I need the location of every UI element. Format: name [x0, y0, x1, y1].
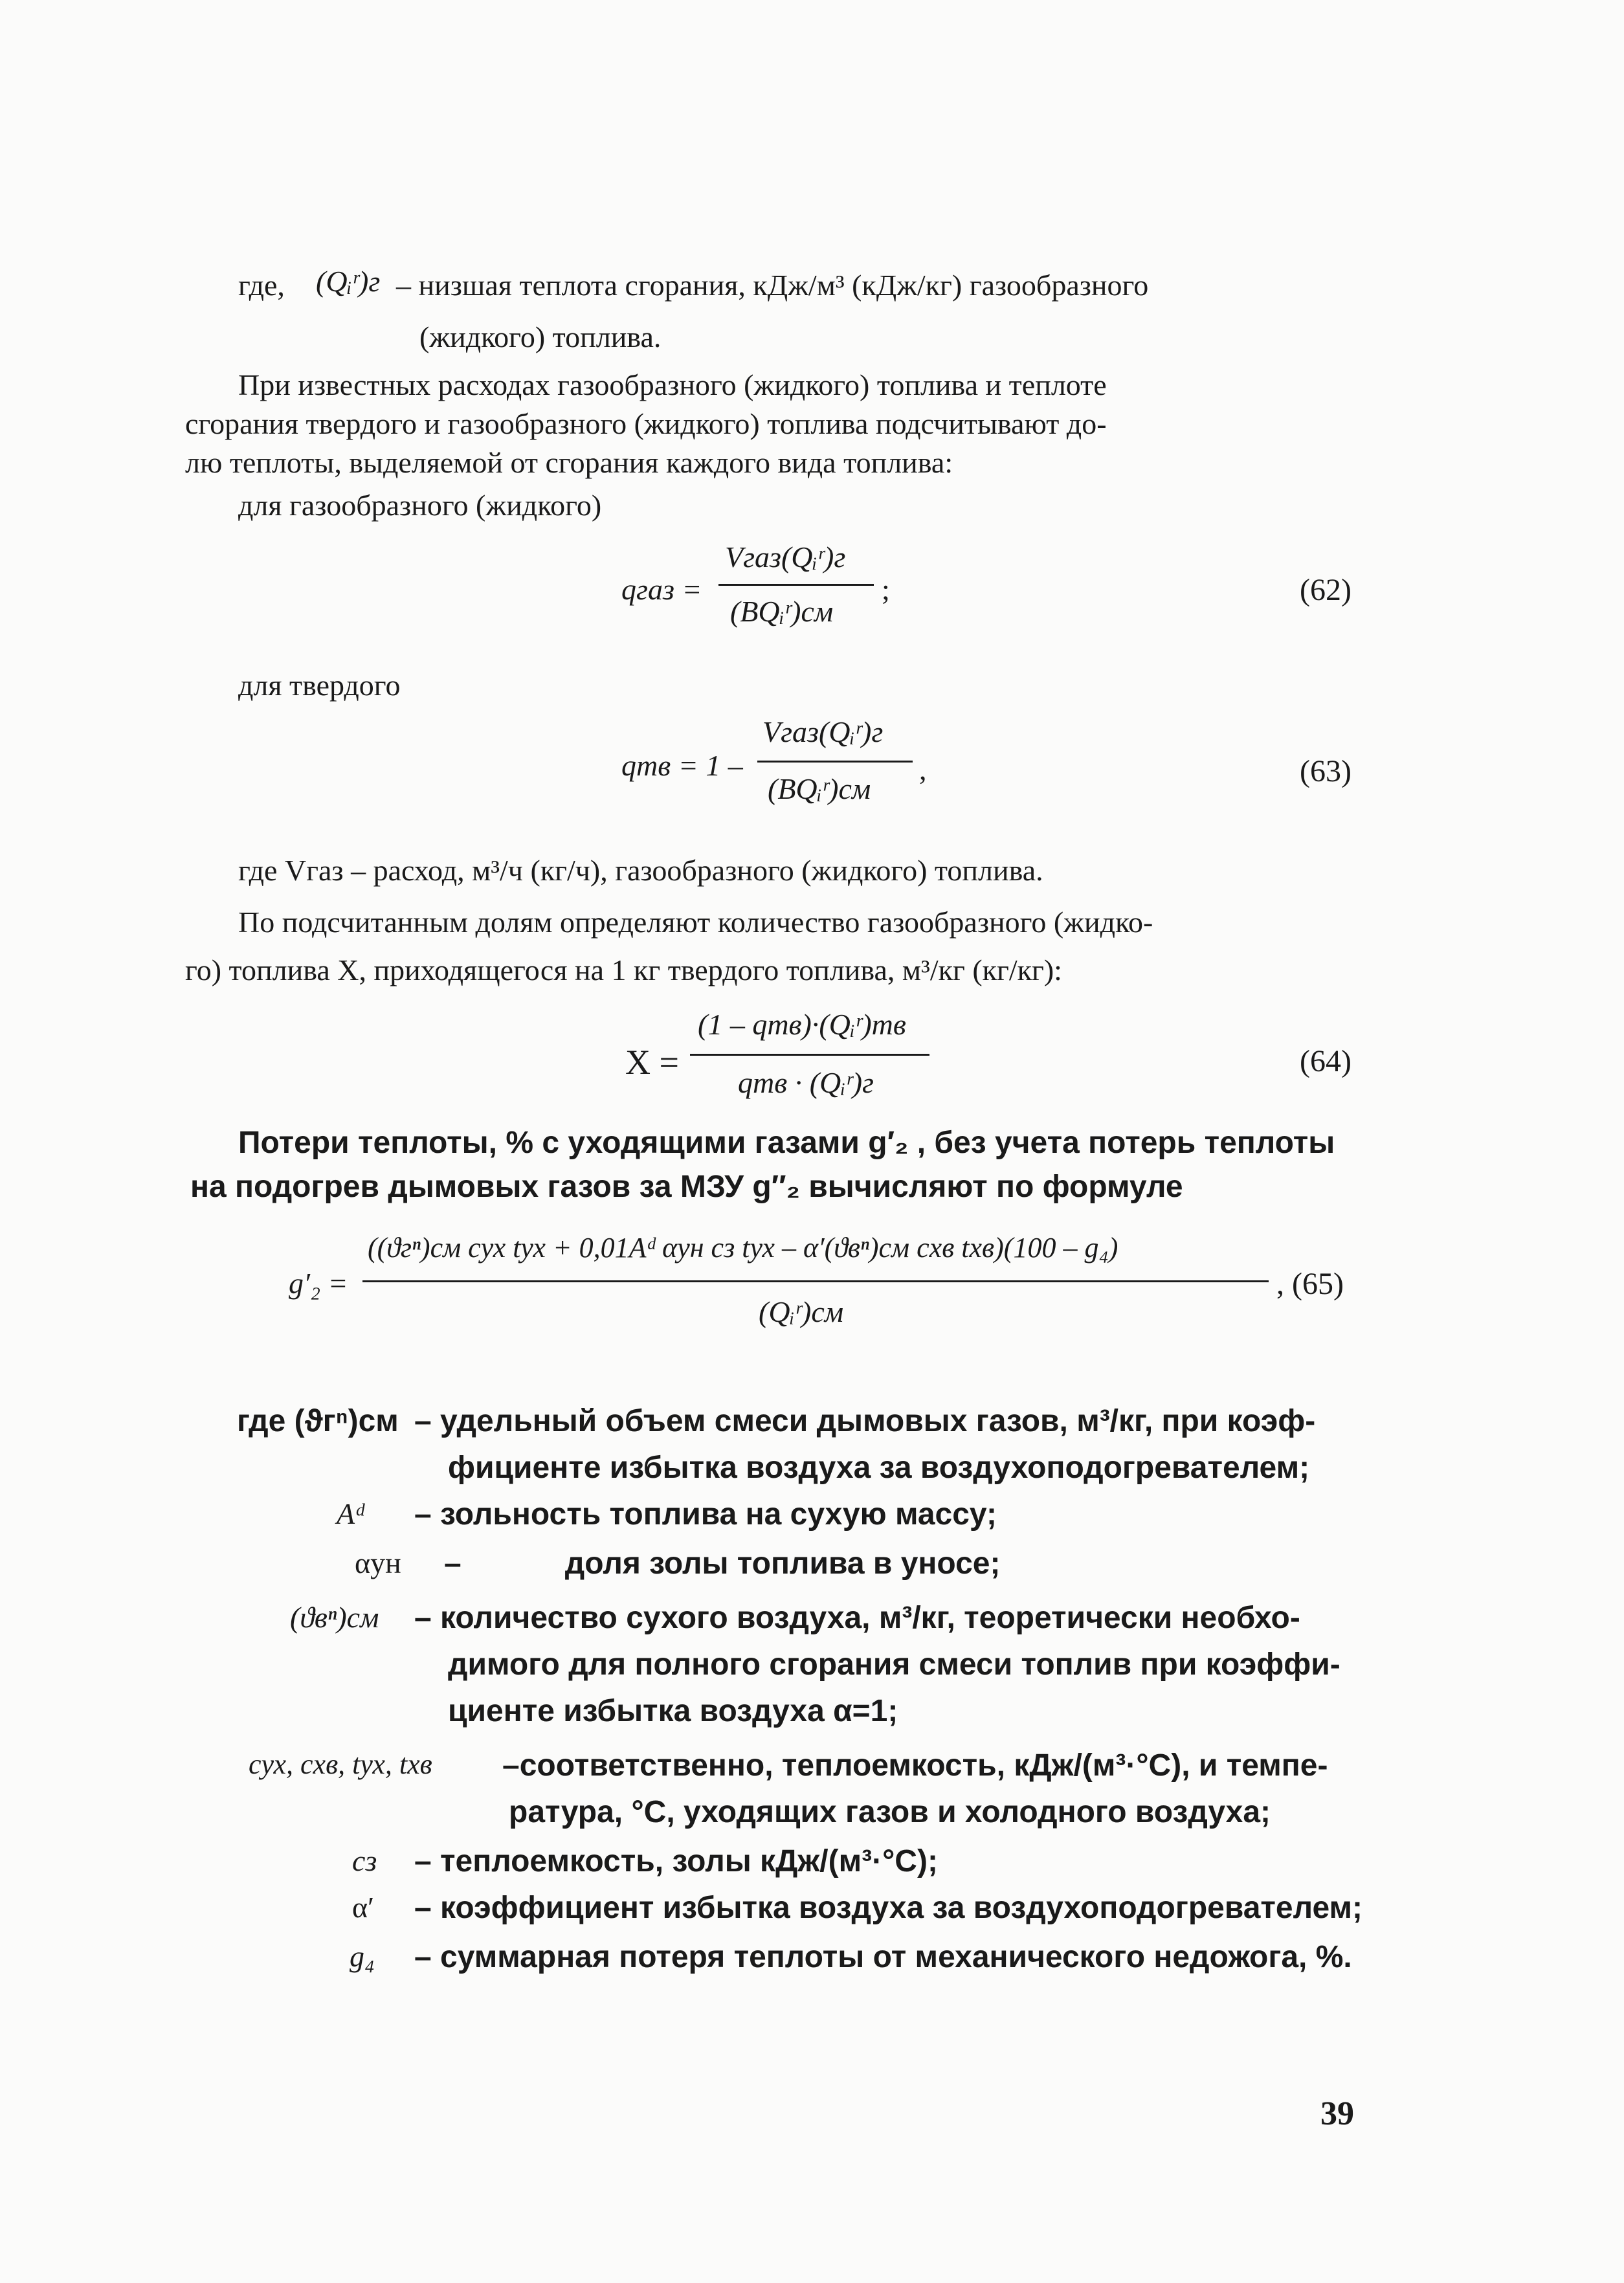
def-symbol-ash-content: Aᵈ	[337, 1497, 364, 1530]
def-excess-air: – коэффициент избытка воздуха за воздухоподогревателем;	[414, 1891, 1363, 1925]
def-flue-gas-volume-line-1: – удельный объем смеси дымовых газов, м³/кг, при коэф-	[414, 1404, 1316, 1438]
page-number: 39	[1320, 2095, 1354, 2132]
where-prefix: где,	[238, 269, 285, 302]
eq63-lhs: qтв = 1 –	[621, 749, 743, 782]
def-flue-gas-volume-line-2: фициенте избытка воздуха за воздухоподогревателем;	[448, 1451, 1310, 1485]
eq63-tail: ,	[919, 753, 927, 786]
eq63-denominator: (BQᵢʳ)см	[768, 772, 871, 805]
def-heat-capacities-line-1: –соответственно, теплоемкость, кДж/(м³·°С), и темпе-	[502, 1748, 1328, 1783]
eq64-numerator: (1 – qтв)·(Qᵢʳ)тв	[698, 1008, 906, 1041]
def-dry-air-line-3: циенте избытка воздуха α=1;	[448, 1694, 898, 1728]
intro-line-1: – низшая теплота сгорания, кДж/м³ (кДж/кг) газообразного	[396, 269, 1149, 302]
def-symbol-mechanical-loss: g₄	[350, 1940, 375, 1973]
def-dry-air-line-1: – количество сухого воздуха, м³/кг, теоретически необхо-	[414, 1601, 1300, 1635]
eq64-fraction-bar	[690, 1054, 929, 1056]
eq62-number: (62)	[1300, 573, 1351, 607]
def-symbol-heat-capacities: cух, cхв, tух, tхв	[249, 1748, 432, 1780]
eq63-numerator: Vгаз(Qᵢʳ)г	[762, 715, 884, 748]
def-ash-content: – зольность топлива на сухую массу;	[414, 1497, 997, 1531]
label-solid: для твердого	[238, 669, 401, 702]
def-ash-heat-capacity: – теплоемкость, золы кДж/(м³·°С);	[414, 1844, 938, 1878]
def-mechanical-loss: – суммарная потеря теплоты от механического недожога, %.	[414, 1940, 1352, 1974]
para3-line-2: на подогрев дымовых газов за МЗУ g″₂ вычисляют по формуле	[190, 1170, 1183, 1204]
eq62-denominator: (BQᵢʳ)см	[730, 595, 834, 628]
para3-line-1: Потери теплоты, % с уходящими газами g′₂ , без учета потерь теплоты	[238, 1126, 1335, 1160]
def-symbol-flue-gas-volume: где (ϑгⁿ)см	[237, 1404, 399, 1438]
def-dry-air-line-2: димого для полного сгорания смеси топлив при коэффи-	[448, 1647, 1340, 1682]
eq62-tail: ;	[882, 573, 890, 606]
eq64-number: (64)	[1300, 1044, 1351, 1078]
para1-line-3: лю теплоты, выделяемой от сгорания каждого вида топлива:	[185, 446, 953, 479]
eq64-lhs: X =	[625, 1043, 679, 1082]
para2-line-2: го) топлива X, приходящегося на 1 кг твердого топлива, м³/кг (кг/кг):	[185, 953, 1062, 986]
eq65-fraction-bar	[362, 1280, 1269, 1282]
eq62-numerator: Vгаз(Qᵢʳ)г	[725, 540, 846, 574]
para1-line-1: При известных расходах газообразного (жидкого) топлива и теплоте	[238, 368, 1107, 401]
qi-symbol: (Qᵢʳ)г	[316, 265, 381, 298]
eq65-numerator: ((ϑгⁿ)см cух tух + 0,01Aᵈ αун cз tух – α′(ϑвⁿ)см cхв tхв)(100 – g₄)	[368, 1232, 1118, 1264]
eq63-fraction-bar	[757, 761, 913, 763]
para2-line-1: По подсчитанным долям определяют количество газообразного (жидко-	[238, 906, 1153, 939]
def-symbol-ash-heat-capacity: cз	[352, 1844, 377, 1877]
eq65-denominator: (Qᵢʳ)см	[759, 1295, 844, 1328]
def-heat-capacities-line-2: ратура, °С, уходящих газов и холодного воздуха;	[509, 1795, 1271, 1829]
para1-line-2: сгорания твердого и газообразного (жидкого) топлива подсчитывают до-	[185, 407, 1107, 440]
eq64-denominator: qтв · (Qᵢʳ)г	[738, 1066, 874, 1099]
eq65-lhs: g′₂ =	[289, 1267, 348, 1300]
def-symbol-ash-carryover: αун	[355, 1546, 401, 1579]
def-ash-carryover: – доля золы топлива в уносе;	[444, 1546, 1001, 1581]
eq65-number: , (65)	[1276, 1267, 1344, 1301]
eq63-number: (63)	[1300, 754, 1351, 788]
where-vgaz: где Vгаз – расход, м³/ч (кг/ч), газообразного (жидкого) топлива.	[238, 854, 1043, 887]
def-symbol-dry-air: (ϑвⁿ)см	[290, 1601, 379, 1634]
label-gas: для газообразного (жидкого)	[238, 489, 602, 522]
intro-line-2: (жидкого) топлива.	[419, 320, 662, 353]
def-symbol-excess-air: α′	[352, 1891, 375, 1924]
eq62-lhs: qгаз =	[621, 573, 702, 606]
eq62-fraction-bar	[718, 584, 874, 586]
